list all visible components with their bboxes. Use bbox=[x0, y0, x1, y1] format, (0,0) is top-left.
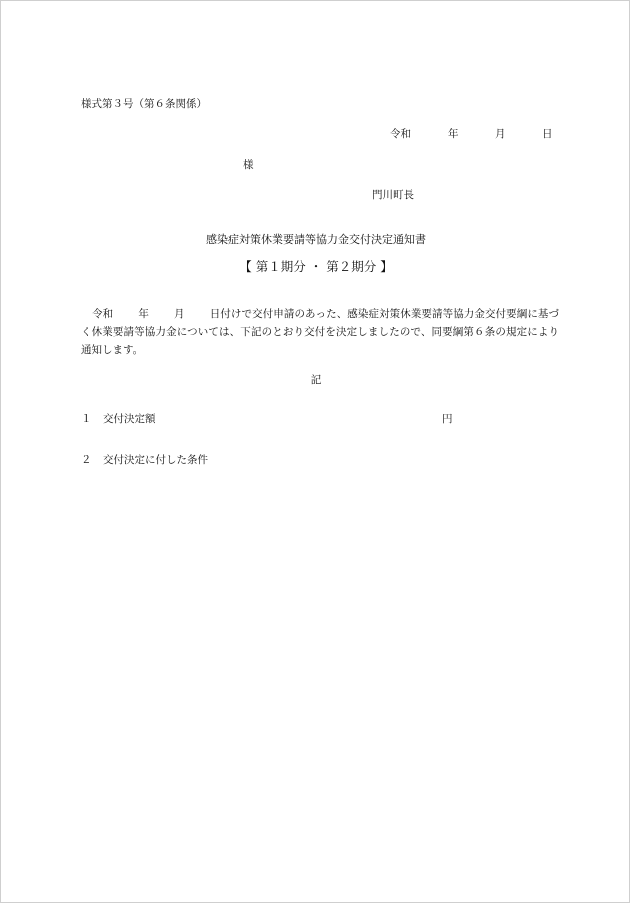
addressee-suffix: 様 bbox=[243, 159, 254, 171]
issuer: 門川町長 bbox=[372, 189, 414, 201]
item-label: 交付決定に付した条件 bbox=[103, 454, 208, 466]
body-month: 月 bbox=[173, 308, 185, 320]
item-unit: 円 bbox=[442, 413, 453, 425]
item-number: ２ bbox=[81, 454, 92, 466]
date-day: 日 bbox=[542, 128, 553, 140]
body-year: 年 bbox=[138, 308, 149, 320]
item-grant-amount bbox=[81, 412, 156, 426]
item-number: １ bbox=[81, 413, 92, 425]
body-era: 令和 bbox=[92, 308, 114, 320]
body-paragraph bbox=[81, 305, 559, 359]
body-text: 日付けで交付申請のあった、感染症対策休業要請等協力金交付要綱に基づく休業要請等協力金については、下記のとおり交付を決定しましたので、同要綱第６条の規定により通知します。 bbox=[81, 308, 560, 356]
date-year: 年 bbox=[448, 128, 459, 140]
date-month: 月 bbox=[495, 128, 506, 140]
date-era: 令和 bbox=[390, 128, 411, 140]
document-title: 感染症対策休業要請等協力金交付決定通知書 bbox=[206, 233, 426, 246]
item-label: 交付決定額 bbox=[103, 413, 156, 425]
item-conditions bbox=[81, 453, 208, 467]
form-number: 様式第３号（第６条関係） bbox=[81, 98, 207, 110]
ki-heading: 記 bbox=[310, 374, 322, 386]
period-selection: 【 第１期分 ・ 第２期分 】 bbox=[239, 259, 393, 274]
